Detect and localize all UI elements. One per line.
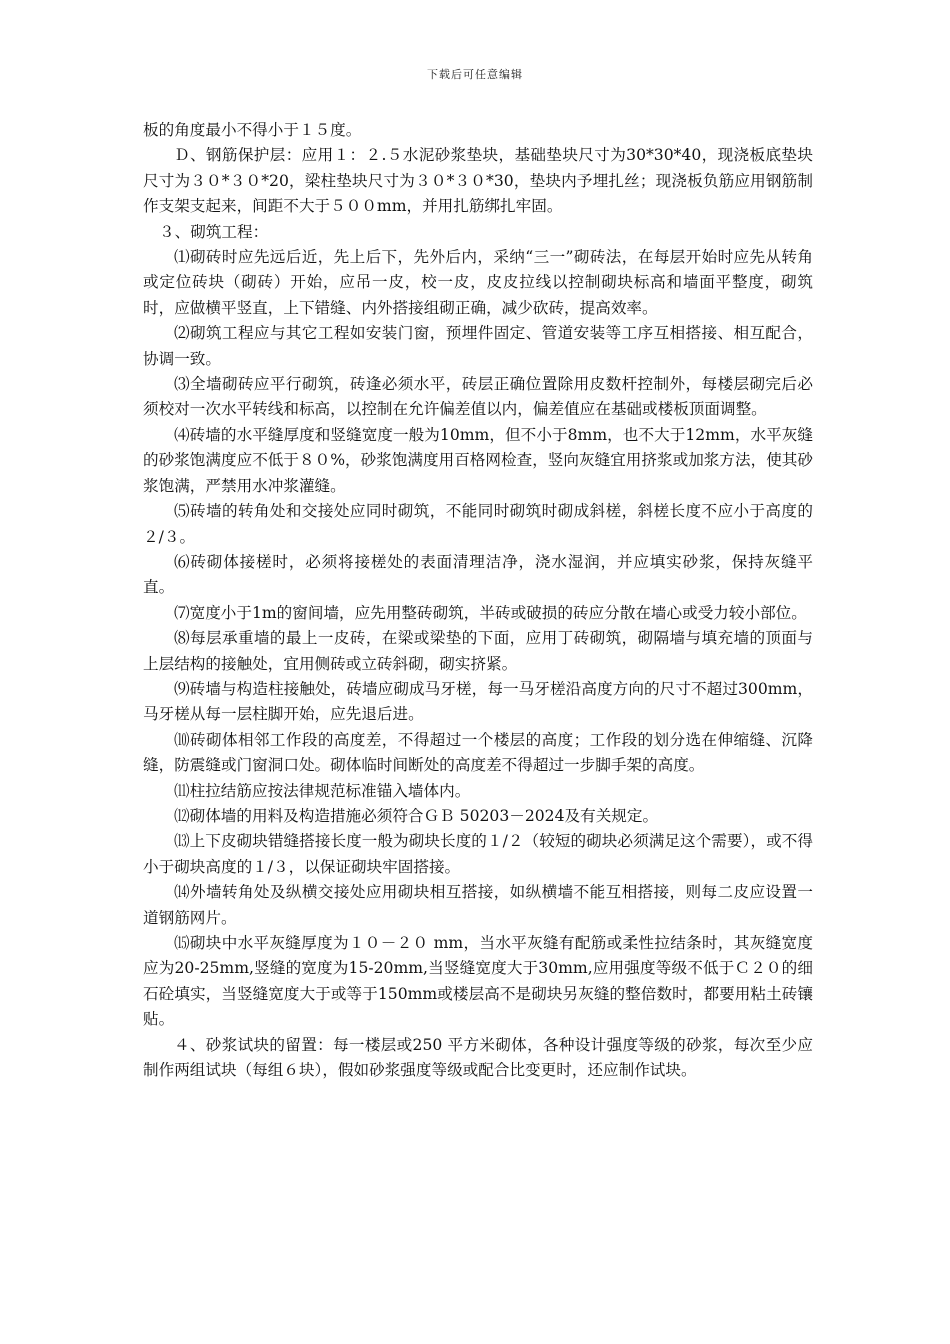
paragraph: ⑶全墙砌砖应平行砌筑，砖逢必须水平，砖层正确位置除用皮数杆控制外，每楼层砌完后必须校对一次水平转线和标高，以控制在允许偏差值以内，偏差值应在基础或楼板顶面调整。 [143, 375, 813, 419]
paragraph: ４、砂浆试块的留置：每一楼层或250 平方米砌体，各种设计强度等级的砂浆，每次至少应制作两组试块（每组６块），假如砂浆强度等级或配合比变更时，还应制作试块。 [143, 1035, 813, 1080]
page-header: 下载后可任意编辑 [427, 68, 523, 81]
paragraph: ⑻每层承重墙的最上一皮砖，在梁或梁垫的下面，应用丁砖砌筑，砌隔墙与填充墙的顶面与上层结构的接触处，宜用侧砖或立砖斜砌，砌实挤紧。 [143, 629, 813, 673]
paragraph: 板的角度最小不得小于１５度。 [143, 121, 362, 139]
paragraph: ⑷砖墙的水平缝厚度和竖缝宽度一般为10mm，但不小于8mm，也不大于12mm，水平灰缝的砂浆饱满度应不低于８０%，砂浆饱满度用百格网检查，竖向灰缝宜用挤浆或加浆方法，使其砂浆饱满，严禁用水冲浆灌缝。 [143, 425, 813, 495]
paragraph: ⒂砌块中水平灰缝厚度为１０－２０ mm，当水平灰缝有配筋或柔性拉结条时，其灰缝宽度应为20-25mm,竖缝的宽度为15-20mm,当竖缝宽度大于30mm,应用强度等级不低于Ｃ２０的细石砼填实，当竖缝宽度大于或等于150mm或楼层高不是砌块另灰缝的整倍数时，都要用粘土砖镶贴。 [143, 934, 813, 1029]
section-heading: ３、砌筑工程： [159, 222, 269, 241]
paragraph: Ｄ、钢筋保护层：应用１：２.５水泥砂浆垫块，基础垫块尺寸为30*30*40，现浇板底垫块尺寸为３０*３０*20，梁柱垫块尺寸为３０*３０*30，垫块内予埋扎丝；现浇板负筋应用钢筋制作支架支起来，间距不大于５００mm，并用扎筋绑扎牢固。 [143, 146, 813, 216]
paragraph: ⑼砖墙与构造柱接触处，砖墙应砌成马牙槎，每一马牙槎沿高度方向的尺寸不超过300mm，马牙槎从每一层柱脚开始，应先退后进。 [143, 679, 813, 724]
paragraph: ⑽砖砌体相邻工作段的高度差，不得超过一个楼层的高度；工作段的划分选在伸缩缝、沉降缝，防震缝或门窗洞口处。砌体临时间断处的高度差不得超过一步脚手架的高度。 [143, 730, 813, 775]
paragraph: ⑾柱拉结筋应按法律规范标准锚入墙体内。 [174, 781, 471, 800]
paragraph: ⑺宽度小于1m的窗间墙，应先用整砖砌筑，半砖或破损的砖应分散在墙心或受力较小部位。 [174, 603, 807, 622]
paragraph: ⑴砌砖时应先远后近，先上后下，先外后内，采纳“三一”砌砖法，在每层开始时应先从转角或定位砖块（砌砖）开始，应吊一皮，校一皮，皮皮拉线以控制砌块标高和墙面平整度，砌筑时，应做横平竖直，上下错缝、内外搭接组砌正确，减少砍砖，提高效率。 [143, 248, 813, 317]
paragraph: ⑿砌体墙的用料及构造措施必须符合ＧＢ 50203－2024及有关规定。 [174, 806, 659, 825]
document-body [143, 118, 813, 1083]
paragraph: ⑹砖砌体接槎时，必须将接槎处的表面清理洁净，浇水湿润，并应填实砂浆，保持灰缝平直。 [143, 552, 813, 597]
paragraph: ⑸砖墙的转角处和交接处应同时砌筑，不能同时砌筑时砌成斜槎，斜槎长度不应小于高度的２/３。 [143, 502, 813, 546]
paragraph: ⒁外墙转角处及纵横交接处应用砌块相互搭接，如纵横墙不能互相搭接，则每二皮应设置一道钢筋网片。 [143, 883, 813, 927]
paragraph: ⒀上下皮砌块错缝搭接长度一般为砌块长度的１/２（较短的砌块必须满足这个需要），或不得小于砌块高度的１/３，以保证砌块牢固搭接。 [143, 832, 813, 876]
paragraph: ⑵砌筑工程应与其它工程如安装门窗，预埋件固定、管道安装等工序互相搭接、相互配合，协调一致。 [143, 324, 813, 368]
